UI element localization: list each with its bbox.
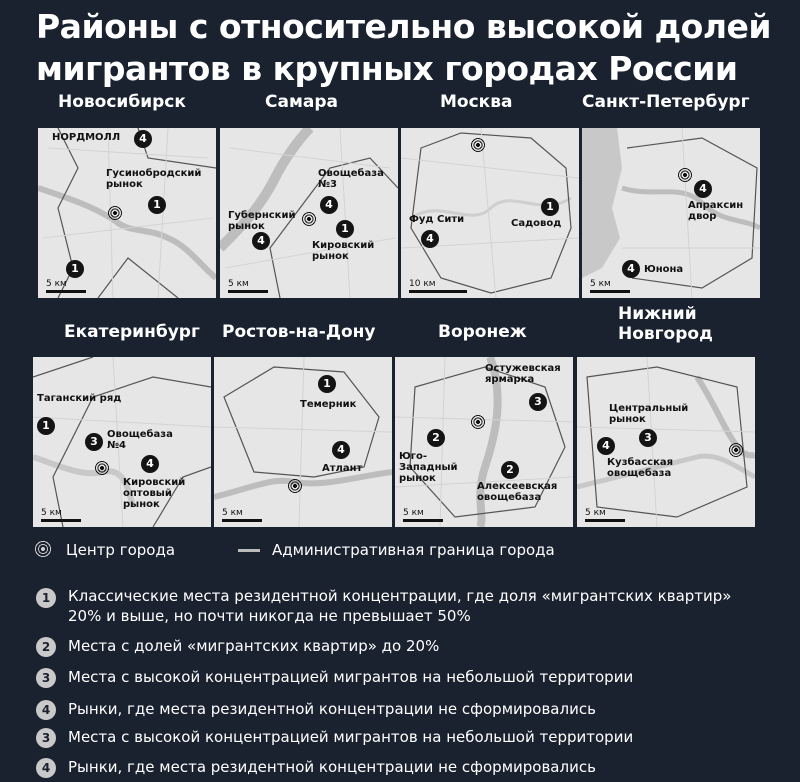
scale-label: 5 км: [46, 279, 67, 289]
legend-badge: 3: [36, 668, 56, 688]
scale-label: 5 км: [403, 508, 424, 518]
legend-text: Места с высокой концентрацией мигрантов на небольшой территории: [68, 728, 634, 746]
map-novosibirsk[interactable]: [38, 128, 216, 298]
marker-badge[interactable]: 4: [134, 130, 152, 148]
marker-label: Кировский оптовый рынок: [123, 477, 186, 510]
marker-label: Овощебаза №3: [318, 168, 384, 190]
map-voronezh[interactable]: [395, 357, 573, 527]
marker-label: Кировский рынок: [312, 240, 375, 262]
city-name-spb: Санкт-Петербург: [582, 92, 750, 112]
legend-text: Рынки, где места резидентной концентрации не сформировались: [68, 758, 596, 776]
scale-label: 10 км: [409, 279, 436, 289]
legend-text: Рынки, где места резидентной концентрации не сформировались: [68, 700, 596, 718]
marker-label: Таганский ряд: [37, 393, 122, 404]
marker-badge[interactable]: 2: [501, 461, 519, 479]
map-ekaterinburg[interactable]: [33, 357, 211, 527]
map-samara[interactable]: [220, 128, 398, 298]
marker-badge[interactable]: 2: [427, 429, 445, 447]
marker-badge[interactable]: 4: [421, 230, 439, 248]
marker-label: Садовод: [511, 218, 562, 229]
map-scale: [41, 508, 81, 522]
map-scale: [590, 279, 630, 293]
map-spb[interactable]: [582, 128, 760, 298]
scale-label: 5 км: [41, 508, 62, 518]
marker-label: Апраксин двор: [688, 200, 744, 222]
city-center-icon: [302, 212, 316, 226]
legend-text: Классические места резидентной концентрации, где доля «мигрантских квартир» 20% и выше, но почти никогда не превышает 50%: [68, 587, 732, 625]
marker-badge[interactable]: 4: [597, 437, 615, 455]
city-name-voronezh: Воронеж: [438, 322, 527, 342]
marker-badge[interactable]: 1: [318, 375, 336, 393]
city-name-samara: Самара: [265, 92, 338, 112]
marker-label: НОРДМОЛЛ: [52, 132, 121, 143]
city-center-icon: [471, 138, 485, 152]
marker-badge[interactable]: 1: [37, 417, 55, 435]
marker-label: Центральный рынок: [609, 403, 689, 425]
marker-badge[interactable]: 1: [148, 196, 166, 214]
scale-label: 5 км: [228, 279, 249, 289]
marker-label: Остужевская ярмарка: [485, 363, 561, 385]
city-center-icon: [288, 479, 302, 493]
city-name-novosibirsk: Новосибирск: [58, 92, 186, 112]
page-title: Районы с относительно высокой долей мигрантов в крупных городах России: [36, 7, 772, 88]
marker-badge[interactable]: 3: [529, 393, 547, 411]
city-center-icon: [729, 443, 743, 457]
map-moscow[interactable]: [401, 128, 579, 298]
city-center-icon: [108, 206, 122, 220]
map-scale: [403, 508, 443, 522]
city-name-rostov: Ростов-на-Дону: [222, 322, 376, 342]
marker-label: Кузбасская овощебаза: [607, 457, 674, 479]
marker-badge[interactable]: 1: [541, 198, 559, 216]
marker-badge[interactable]: 4: [252, 232, 270, 250]
marker-label: Губернский рынок: [228, 210, 296, 232]
legend-badge: 1: [36, 588, 56, 608]
legend-badge: 4: [36, 700, 56, 720]
marker-label: Гусинобродский рынок: [106, 168, 202, 190]
marker-label: Атлант: [322, 463, 363, 474]
map-rostov[interactable]: [214, 357, 392, 527]
scale-label: 5 км: [585, 508, 606, 518]
city-name-ekaterinburg: Екатеринбург: [64, 322, 200, 342]
marker-label: Алексеевская овощебаза: [477, 481, 558, 503]
legend-text: Места с долей «мигрантских квартир» до 20%: [68, 637, 440, 655]
city-name-moscow: Москва: [440, 92, 513, 112]
marker-label: Темерник: [300, 399, 357, 410]
marker-label: Фуд Сити: [409, 214, 465, 225]
map-scale: [228, 279, 268, 293]
marker-label: Юго-Западный рынок: [399, 451, 458, 484]
marker-label: Юнона: [644, 264, 684, 275]
marker-badge[interactable]: 3: [639, 429, 657, 447]
key-city-center: Центр города: [66, 541, 176, 559]
marker-label: Овощебаза №4: [107, 429, 173, 451]
scale-label: 5 км: [590, 279, 611, 289]
legend-text: Места с высокой концентрацией мигрантов на небольшой территории: [68, 668, 634, 686]
city-name-nn: Нижний Новгород: [618, 304, 713, 344]
city-center-key-icon: [34, 540, 52, 558]
marker-badge[interactable]: 4: [320, 196, 338, 214]
admin-border-key-icon: [238, 549, 260, 552]
marker-badge[interactable]: 4: [141, 455, 159, 473]
marker-badge[interactable]: 1: [336, 220, 354, 238]
city-center-icon: [95, 461, 109, 475]
marker-badge[interactable]: 4: [622, 260, 640, 278]
marker-badge[interactable]: 4: [332, 441, 350, 459]
city-center-icon: [678, 168, 692, 182]
map-scale: [222, 508, 262, 522]
map-nn[interactable]: [577, 357, 755, 527]
map-scale: [46, 279, 86, 293]
legend-badge: 4: [36, 758, 56, 778]
map-scale: [585, 508, 625, 522]
marker-badge[interactable]: 4: [694, 180, 712, 198]
map-background: [214, 357, 392, 527]
legend-badge: 2: [36, 637, 56, 657]
scale-label: 5 км: [222, 508, 243, 518]
city-center-icon: [471, 415, 485, 429]
marker-badge[interactable]: 1: [66, 260, 84, 278]
key-admin-border: Административная граница города: [272, 541, 555, 559]
map-scale: [409, 279, 467, 293]
legend-badge: 3: [36, 728, 56, 748]
map-background: [38, 128, 216, 298]
marker-badge[interactable]: 3: [85, 433, 103, 451]
